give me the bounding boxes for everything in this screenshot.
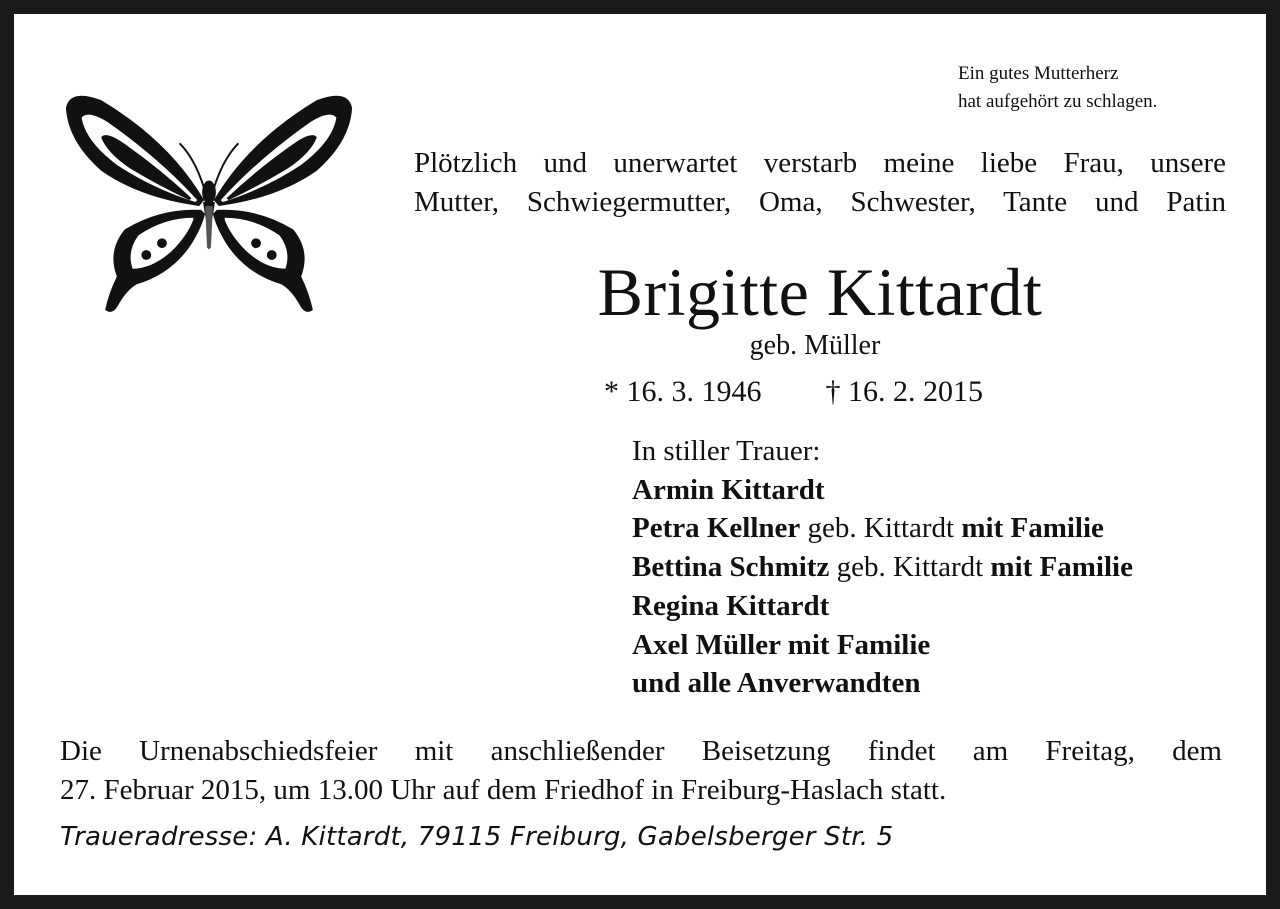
mourner-row	[632, 626, 1133, 665]
mourner-row	[632, 587, 1133, 626]
mourner-name: Regina Kittardt	[632, 589, 830, 622]
mourner-row	[632, 664, 1133, 703]
life-dates	[604, 372, 983, 412]
motto	[958, 60, 1157, 116]
death-date: † 16. 2. 2015	[825, 375, 983, 408]
mourner-name: Bettina Schmitz	[632, 551, 830, 584]
deceased-name: Brigitte Kittardt	[597, 254, 1043, 330]
mourner-name: und alle Anverwandten	[632, 667, 921, 700]
mourner-suffix: mit Familie	[990, 551, 1133, 584]
mourners-list	[632, 432, 1133, 703]
intro-line: Plötzlich und unerwartet verstarb meine liebe Frau, unsere	[414, 147, 1226, 179]
mourner-maiden: geb. Kittardt	[829, 551, 991, 584]
butterfly-icon	[62, 80, 356, 330]
mourner-name: Armin Kittardt	[632, 473, 825, 506]
mourner-row	[632, 509, 1133, 548]
maiden-name: geb. Müller	[749, 330, 881, 361]
obituary-card	[14, 14, 1266, 895]
ceremony-line: Die Urnenabschiedsfeier mit anschließender Beisetzung findet am Freitag, dem	[60, 735, 1222, 767]
mourner-row	[632, 548, 1133, 587]
ceremony-text	[60, 732, 1222, 810]
intro-text	[414, 144, 1226, 222]
mourner-name: Petra Kellner	[632, 512, 801, 545]
ceremony-line: 27. Februar 2015, um 13.00 Uhr auf dem Friedhof in Freiburg-Haslach statt.	[60, 774, 947, 806]
motto-line: hat aufgehört zu schlagen.	[958, 91, 1158, 112]
mourner-row	[632, 471, 1133, 510]
intro-line: Mutter, Schwiegermutter, Oma, Schwester, Tante und Patin	[414, 186, 1226, 218]
mourners-heading: In stiller Trauer:	[632, 435, 821, 467]
mourner-name: Axel Müller mit Familie	[632, 628, 931, 661]
motto-line: Ein gutes Mutterherz	[958, 63, 1119, 84]
mourner-maiden: geb. Kittardt	[800, 512, 962, 545]
mourner-suffix: mit Familie	[961, 512, 1104, 545]
birth-date: * 16. 3. 1946	[604, 375, 762, 408]
mourning-address: Traueradresse: A. Kittardt, 79115 Freiburg, Gabelsberger Str. 5	[60, 822, 894, 852]
